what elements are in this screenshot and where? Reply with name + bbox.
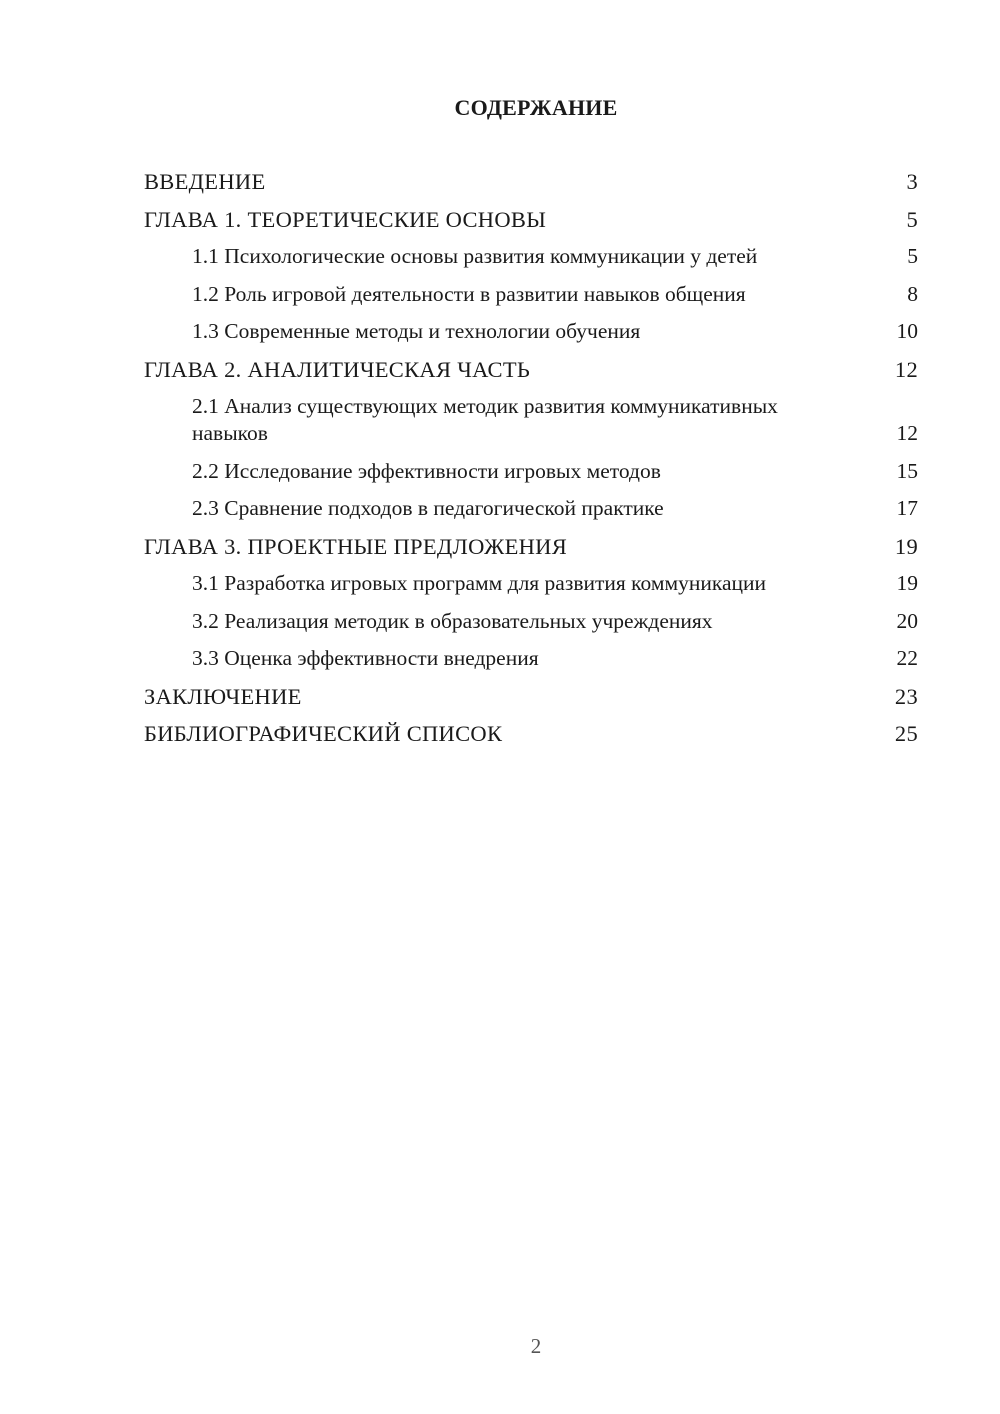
toc-entry-title: ЗАКЛЮЧЕНИЕ [144, 683, 302, 709]
toc-entry-title: 2.2 Исследование эффективности игровых методов [192, 458, 661, 483]
toc-entry-conclusion[interactable] [144, 683, 918, 710]
toc-entry-chapter-3[interactable] [144, 533, 918, 560]
toc-entry-section-1-1[interactable] [144, 243, 918, 270]
toc-entry-title: 1.1 Психологические основы развития коммуникации у детей [192, 244, 758, 268]
toc-entry-page: 19 [896, 571, 918, 595]
toc-entry-title: ГЛАВА 1. ТЕОРЕТИЧЕСКИЕ ОСНОВЫ [144, 206, 547, 232]
page-title: СОДЕРЖАНИЕ [454, 95, 618, 120]
table-of-contents [144, 168, 918, 758]
toc-entry-section-3-1[interactable] [144, 570, 918, 597]
toc-entry-section-2-2[interactable] [144, 458, 918, 485]
toc-entry-page: 25 [894, 721, 918, 746]
toc-entry-page: 19 [894, 533, 918, 559]
toc-entry-title: 2.1 Анализ существующих методик развития коммуникативных навыков [192, 394, 778, 445]
toc-entry-page: 5 [907, 244, 918, 268]
toc-entry-section-1-3[interactable] [144, 318, 918, 345]
toc-entry-section-3-2[interactable] [144, 608, 918, 635]
toc-entry-title: 1.3 Современные методы и технологии обучения [192, 319, 641, 343]
toc-entry-title: БИБЛИОГРАФИЧЕСКИЙ СПИСОК [144, 721, 503, 746]
toc-entry-page: 12 [894, 356, 918, 382]
toc-entry-section-3-3[interactable] [144, 645, 918, 672]
toc-entry-title: ГЛАВА 2. АНАЛИТИЧЕСКАЯ ЧАСТЬ [144, 356, 531, 382]
toc-entry-chapter-1[interactable] [144, 206, 918, 233]
toc-entry-introduction[interactable] [144, 168, 918, 195]
toc-entry-bibliography[interactable] [144, 720, 918, 747]
toc-entry-page: 8 [907, 281, 918, 306]
toc-entry-title: 3.2 Реализация методик в образовательных учреждениях [192, 608, 713, 633]
toc-entry-page: 23 [894, 683, 918, 709]
toc-entry-title: 3.3 Оценка эффективности внедрения [192, 646, 539, 670]
toc-entry-page: 10 [896, 319, 918, 343]
toc-entry-page: 15 [896, 458, 918, 483]
toc-entry-section-2-1[interactable] [144, 393, 918, 447]
toc-entry-page: 20 [896, 608, 918, 633]
toc-entry-title: ГЛАВА 3. ПРОЕКТНЫЕ ПРЕДЛОЖЕНИЯ [144, 533, 568, 559]
toc-entry-title: 2.3 Сравнение подходов в педагогической практике [192, 496, 664, 520]
toc-entry-page: 5 [906, 206, 918, 232]
toc-entry-page: 3 [906, 169, 918, 194]
toc-entry-chapter-2[interactable] [144, 356, 918, 383]
toc-entry-title: 3.1 Разработка игровых программ для развития коммуникации [192, 571, 767, 595]
toc-entry-page: 17 [896, 496, 918, 520]
page-number: 2 [530, 1334, 542, 1358]
toc-entry-page: 22 [896, 646, 918, 670]
toc-entry-section-2-3[interactable] [144, 495, 918, 522]
toc-entry-title: 1.2 Роль игровой деятельности в развитии навыков общения [192, 281, 746, 306]
toc-entry-section-1-2[interactable] [144, 281, 918, 308]
toc-entry-page: 12 [896, 421, 918, 445]
toc-entry-title: ВВЕДЕНИЕ [144, 169, 266, 194]
